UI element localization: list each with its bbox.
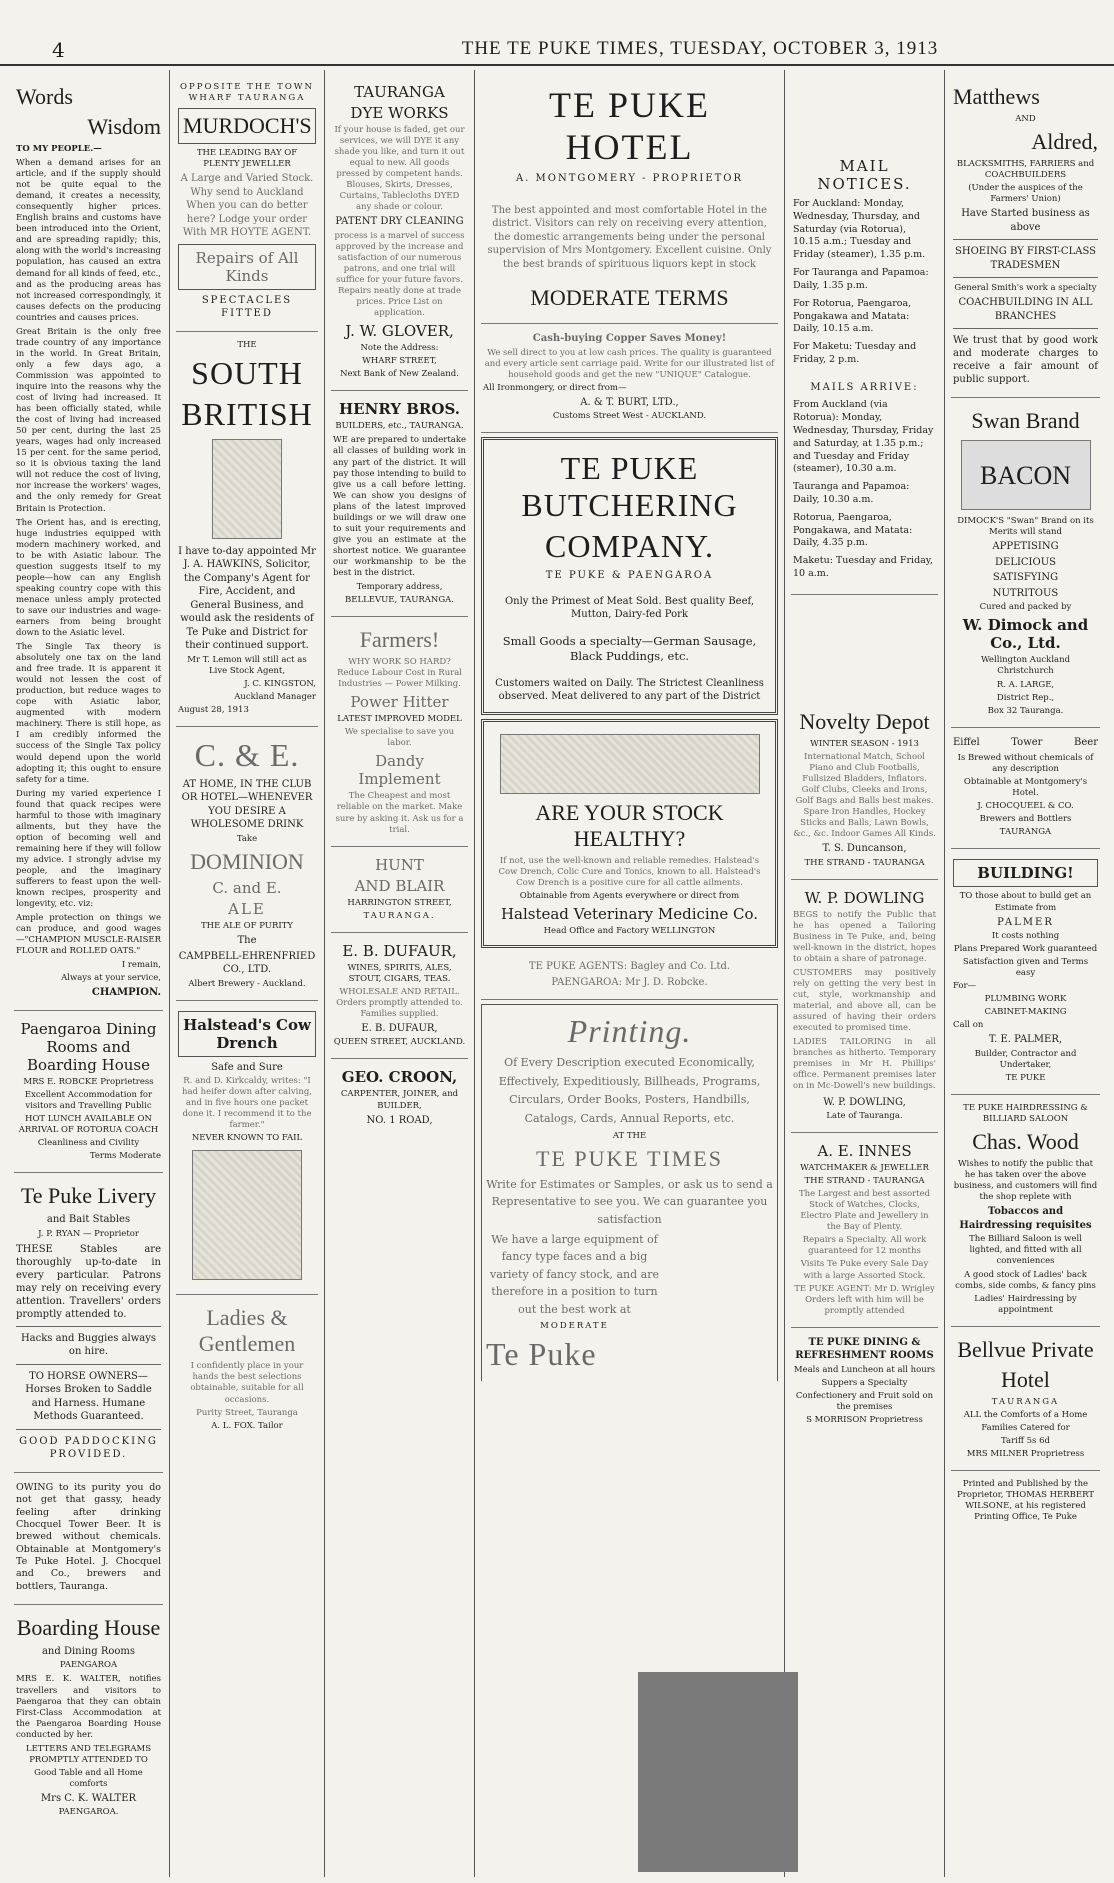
- agents-notice: [481, 952, 778, 1000]
- ad-text: CAMPBELL-EHRENFRIED CO., LTD.: [178, 950, 316, 976]
- ad-text: Take: [236, 833, 258, 844]
- ad-text: Visits Te Puke every Sale Day with a large Assorted Stock.: [800, 1259, 929, 1281]
- column-2: [170, 70, 325, 1877]
- ad-signature: T. S. Duncanson,: [822, 843, 907, 855]
- farmers-milking-ad: [331, 617, 468, 846]
- ad-text: Call on: [953, 1020, 984, 1031]
- ad-address: TAURANGA: [999, 827, 1052, 838]
- swan-brand-bacon-ad: [951, 398, 1100, 727]
- ad-text: Mr T. Lemon will still act as Live Stock Agent,: [187, 654, 307, 676]
- ad-title: HENRY BROS.: [339, 400, 460, 419]
- ad-text: All Ironmongery, or direct from—: [483, 382, 627, 393]
- ad-company: J. CHOCQUEEL & CO.: [977, 801, 1074, 812]
- newspaper-title: THE TE PUKE TIMES, TUESDAY, OCTOBER 3, 1913: [461, 38, 939, 59]
- ad-text: AND: [1015, 114, 1036, 124]
- mail-item: Tauranga and Papamoa: Daily, 10.30 a.m.: [793, 481, 910, 505]
- ad-address: Customs Street West - AUCKLAND.: [552, 411, 707, 422]
- ad-text: THE ALE OF PURITY: [200, 921, 294, 932]
- imprint: [951, 1471, 1100, 1533]
- ad-subtitle: and Dining Rooms: [41, 1645, 136, 1657]
- ad-signature: Auckland Manager: [234, 691, 316, 702]
- ad-text: Repairs a Specialty. All work guaranteed for 12 months: [802, 1235, 927, 1257]
- ad-title: W. P. DOWLING: [804, 888, 925, 907]
- column-5: [785, 70, 945, 1877]
- ad-text: We have a large equipment of fancy type faces and a big variety of fancy stock, and are therefore in a position to turn out the best work at: [490, 1232, 659, 1316]
- murdochs-jeweller-ad: [176, 74, 318, 332]
- ad-title: Novelty Depot: [799, 708, 930, 734]
- ad-title-word: Tower: [1011, 736, 1043, 748]
- ad-title: Aldred,: [1031, 129, 1098, 155]
- ad-title: Printing.: [567, 1013, 692, 1049]
- boarding-house-ad: [14, 1605, 163, 1829]
- ad-text: PAENGAROA: Mr J. D. Robcke.: [551, 976, 708, 988]
- ad-text: International Match, School Piano and Club Footballs, Fullsized Bladders, Inflators. Golf Clubs, Cleeks and Irons, Golf Bags and Balls best makes. Spare Iron Handles, Hockey Sticks and Balls, Lawn Bowls, &c., &c. Indoor Games All Kinds.: [793, 751, 936, 840]
- ad-text: PLUMBING WORK: [984, 994, 1067, 1005]
- ad-quality: NUTRITOUS: [992, 587, 1059, 599]
- ad-text: The Cheapest and most reliable on the market. Make sure by asking it. Ask us for a trial.: [335, 791, 464, 835]
- cattle-horse-illustration: [500, 734, 760, 794]
- ad-title: TE PUKE DINING & REFRESHMENT ROOMS: [795, 1336, 934, 1362]
- ad-text: Plans Prepared Work guaranteed: [953, 944, 1098, 955]
- mail-item: Maketu: Tuesday and Friday, 10 a.m.: [793, 555, 933, 579]
- ad-title: HUNT: [375, 855, 424, 874]
- ad-text: MODERATE TERMS: [530, 285, 729, 310]
- ad-text: WE are prepared to undertake all classes of building work in any part of the district. It will pay those intending to build to give us a call before letting. We can show you designs of plans of the latest improved buildings or we will draw one to suit your requirements and give you an estimate at the shortest notice. We guarantee our workmanship to be the best in the district.: [333, 435, 466, 578]
- ad-proprietor: MRS E. ROBCKE Proprietress: [23, 1076, 154, 1087]
- ad-proprietor: A. MONTGOMERY - PROPRIETOR: [515, 173, 744, 184]
- publisher-imprint: Printed and Published by the Proprietor, THOMAS HERBERT WILSONE, at his registered Printing Office, Te Puke: [956, 1478, 1095, 1523]
- ad-text: We specialise to save you labor.: [344, 727, 455, 749]
- ad-text: Note the Address:: [360, 343, 439, 354]
- ad-title: AND BLAIR: [354, 876, 445, 895]
- insurance-emblem-illustration: [212, 439, 282, 539]
- ad-quality: SATISFYING: [992, 572, 1059, 584]
- ad-text: TE PUKE AGENT: Mr D. Wrigley Orders left with him will be promptly attended: [794, 1283, 935, 1316]
- novelty-depot-ad: [791, 595, 938, 880]
- sign-off: I remain,: [121, 960, 161, 971]
- ad-text: TE PUKE TIMES: [536, 1145, 723, 1171]
- signature: CHAMPION.: [91, 987, 161, 999]
- ad-title: Hotel: [1001, 1366, 1050, 1392]
- mail-item: Rotorua, Paengaroa, Pongakawa, and Matata: Daily, 4.35 p.m.: [793, 511, 913, 549]
- ad-text: Is Brewed without chemicals of any description: [957, 753, 1094, 775]
- ad-text: AT THE: [612, 1130, 647, 1141]
- sign-off: Always at your service,: [61, 973, 161, 984]
- ad-signature: MRS MILNER Proprietress: [966, 1448, 1085, 1459]
- ad-text: MRS E. K. WALTER, notifies travellers and visitors to Paengaroa that they can obtain First-Class Accommodation at the Paengaroa Boarding House conducted by her.: [16, 1674, 161, 1740]
- section-title: MAIL NOTICES.: [817, 157, 912, 193]
- paragraph: Great Britain is the only free trade country of any importance in the world. In Great Britain, only a few days ago, a Commission was appointed to inquire into the reasons why the cost of living had increased. It has been officially stated, while the cost of living had increased 50 per cent, during the last 25 years, wages had only increased 15 per cent. for the same period, so it is obvious taxing the land will not reduce the cost of living, nor increase the workers' wages, and the only remedy for Great Britain is Protection.: [16, 326, 161, 514]
- ad-subtitle: PATENT DRY CLEANING: [335, 216, 464, 228]
- ad-title: COMPANY.: [545, 528, 714, 565]
- ad-text: THE: [237, 339, 257, 350]
- ad-signature: J. W. GLOVER,: [345, 322, 454, 341]
- ad-signature: A. L. FOX. Tailor: [211, 1420, 283, 1431]
- ad-company: W. Dimock and Co., Ltd.: [962, 616, 1089, 653]
- ad-title: Ladies & Gentlemen: [198, 1305, 296, 1357]
- ad-text: A Large and Varied Stock. Why send to Auckland When you can do better here? Lodge your order With MR HOYTE AGENT.: [180, 173, 314, 239]
- wisdom-title: Wisdom: [87, 114, 161, 139]
- paragraph: The Orient has, and is erecting, huge industries equipped with modern machinery worked, and to be with Asiatic labour. The question suggests itself to my people—how can any English speaking country cope with this menace unless amply protected to save our industries and wage-earners from being brought down to the Asiatic level.: [16, 517, 161, 639]
- ce-ale-ad: [176, 727, 318, 1001]
- bacon-pig-illustration: BACON: [961, 440, 1091, 510]
- ad-text: We trust that by good work and moderate charges to receive a fair amount of public support.: [953, 335, 1098, 386]
- stock-healthy-ad: [481, 719, 778, 948]
- paragraph: The Single Tax theory is absolutely one tax on the land and free trade. It is apparent it would not lessen the cost of production, but reduce wages to cope with Asiatic labor, augmented with modern machinery. There is still hope, as I am credibly informed the success of the Single Tax policy would depend upon the world adopting it; this ought to ensure safety for a time.: [16, 642, 161, 785]
- ad-text: BEGS to notify the Public that he has opened a Tailoring Business in Te Puke, and, being well-known in the district, hopes to obtain a share of patronage.: [793, 909, 936, 964]
- ad-title: TAURANGA: [354, 83, 445, 101]
- ad-text: WHOLESALE AND RETAIL. Orders promptly attended to. Families supplied.: [336, 986, 463, 1019]
- paragraph: During my varied experience I found that quack recipes were harmful to those with imaginary ailments, but they have the option of becoming well and remaining here if they will follow my advice. I strongly advise my people, and the imaginary sufferers to feast upon the well-known recipes, prosperity and longevity, etc. viz:: [16, 788, 161, 910]
- ad-text: COACHBUILDING IN ALL BRANCHES: [958, 297, 1093, 322]
- dufaur-wines-ad: [331, 933, 468, 1060]
- words-of-wisdom-article: [14, 74, 163, 1011]
- ad-text: Ladies' Hairdressing by appointment: [974, 1293, 1077, 1315]
- ladies-gentlemen-tailor-ad: [176, 1295, 318, 1441]
- ad-text: Good Table and all Home comforts: [34, 1767, 143, 1789]
- ad-text: GOOD PADDOCKING PROVIDED.: [19, 1435, 158, 1461]
- ad-text: ALE: [228, 900, 266, 919]
- ad-signature: Box 32 Tauranga.: [987, 705, 1064, 716]
- ad-text: Satisfaction given and Terms easy: [962, 957, 1089, 979]
- geo-croon-ad: [331, 1059, 468, 1137]
- ad-title: Farmers!: [359, 627, 440, 653]
- ad-signature: T. E. PALMER,: [988, 1034, 1063, 1046]
- mail-item: For Tauranga and Papamoa: Daily, 1.35 p.m.: [793, 267, 929, 291]
- ad-title: DYE WORKS: [350, 104, 449, 122]
- ad-signature: A. & T. BURT, LTD.,: [580, 396, 679, 408]
- ad-text: WHY WORK SO HARD? Reduce Labour Cost in Rural Industries — Power Milking.: [336, 657, 463, 690]
- ad-title: ARE YOUR STOCK HEALTHY?: [535, 799, 724, 851]
- ad-title: BUILDING!: [953, 859, 1098, 887]
- ad-text: THESE Stables are thoroughly up-to-date in every particular. Patrons may rely on receiving every attention. Travellers' orders promptly attended to.: [16, 1243, 161, 1320]
- ad-company: Halstead Veterinary Medicine Co.: [500, 904, 759, 923]
- ad-title: TE PUKE HAIRDRESSING & BILLIARD SALOON: [963, 1103, 1088, 1125]
- ad-text: The: [237, 935, 257, 947]
- ad-text: OWING to its purity you do not get that gassy, heady feeling after drinking Chocquel Tower Beer. It is brewed without chemicals. Obtainable at Montgomery's Te Puke Hotel. J. Chocquel and Co., brewers and bottlers, Tauranga.: [16, 1481, 161, 1592]
- ad-text: I confidently place in your hands the best selections obtainable, suitable for all occasions.: [190, 1361, 304, 1405]
- ad-text: LADIES TAILORING in all branches as hitherto. Temporary premises in Mr H. Phillips' office. Permanent premises later on in Mc-Dowell's new buildings.: [793, 1037, 936, 1092]
- mail-item: From Auckland (via Rotorua): Monday, Wednesday, Thursday, Friday and Saturday, at 1.35 p.m.; and Tuesday and Friday (steamer), 10.30 a.m.: [793, 399, 934, 475]
- ad-text: Confectionery and Fruit sold on the premises: [795, 1390, 934, 1412]
- ad-text: Cleanliness and Civility: [37, 1138, 140, 1149]
- ad-address: Head Office and Factory WELLINGTON: [543, 925, 716, 936]
- ad-text: The Largest and best assorted Stock of Watches, Clocks, Electro Plate and Jewellery in the Bay of Plenty.: [798, 1189, 931, 1233]
- ad-quality: APPETISING: [992, 541, 1059, 553]
- page-number: 4: [52, 38, 65, 62]
- ad-title: C. & E.: [194, 736, 300, 773]
- ad-text: Repairs of All Kinds: [178, 244, 316, 290]
- ad-quality: DELICIOUS: [995, 556, 1056, 568]
- ad-signature: R. A. LARGE,: [996, 679, 1055, 690]
- ad-text: CABINET-MAKING: [984, 1007, 1067, 1018]
- ad-address: QUEEN STREET, AUCKLAND.: [333, 1037, 466, 1048]
- ad-text: SPECTACLES FITTED: [201, 294, 293, 320]
- ad-text: process is a marvel of success approved by the increase and satisfaction of our numerous patrons, and one trial will suffice for your future favors. Repairs neatly done at trade prices. Price List on application.: [334, 230, 465, 319]
- matthews-aldred-ad: [951, 74, 1100, 398]
- ad-signature: W. P. DOWLING,: [823, 1096, 906, 1108]
- printing-ad: [481, 1004, 778, 1381]
- ad-signature: E. B. DUFAUR,: [361, 1022, 438, 1034]
- butchering-company-ad: [481, 437, 778, 715]
- ad-title: Boarding House: [16, 1614, 161, 1640]
- ad-title: MURDOCH'S: [178, 108, 316, 144]
- mail-item: For Rotorua, Paengaroa, Pongakawa and Matata: Daily, 10.15 a.m.: [793, 297, 912, 335]
- ad-subtitle: WINES, SPIRITS, ALES, STOUT, CIGARS, TEAS.: [347, 962, 452, 984]
- innes-jeweller-ad: [791, 1133, 938, 1328]
- ad-text: Power Hitter: [350, 693, 449, 712]
- ad-text: C. and E.: [212, 879, 282, 898]
- henry-bros-builders-ad: [331, 391, 468, 617]
- ad-address: HARRINGTON STREET,: [347, 897, 452, 908]
- ad-signature: J. C. KINGSTON,: [244, 678, 316, 689]
- ad-title: Matthews: [953, 84, 1040, 109]
- ad-text: Suppers a Specialty: [821, 1377, 908, 1388]
- ad-address: BELLEVUE, TAURANGA.: [345, 595, 454, 606]
- ad-address: Temporary address,: [356, 582, 443, 593]
- ad-subtitle: and Bait Stables: [46, 1214, 131, 1226]
- paragraph: Ample protection on things we can produce, and good wages—"CHAMPION MUSCLE-RAISER FLOUR and ROLLED OATS.": [16, 913, 161, 957]
- ad-place: PAENGAROA.: [58, 1807, 119, 1818]
- ad-text: Only the Primest of Meat Sold. Best quality Beef, Mutton, Dairy-fed Pork: [504, 595, 755, 621]
- ad-address: TAURANGA.: [363, 910, 436, 921]
- ad-text: SHOEING BY FIRST-CLASS TRADESMEN: [955, 246, 1096, 271]
- ad-subtitle: CARPENTER, JOINER, and BUILDER,: [340, 1089, 459, 1111]
- ad-subtitle: WINTER SEASON - 1913: [810, 738, 919, 749]
- redaction-block: [638, 1672, 798, 1872]
- cow-illustration: [192, 1150, 302, 1280]
- ad-text: Dandy Implement: [358, 752, 441, 789]
- ad-title: Swan Brand: [971, 408, 1080, 434]
- ad-name: Chas. Wood: [972, 1129, 1079, 1155]
- ad-text: NEVER KNOWN TO FAIL: [191, 1133, 303, 1144]
- livery-stables-ad: [14, 1173, 163, 1473]
- bellvue-hotel-ad: [951, 1327, 1100, 1471]
- ad-text: DIMOCK'S "Swan" Brand on its Merits will stand: [957, 516, 1094, 538]
- ad-text: Obtainable from Agents everywhere or direct from: [519, 890, 740, 901]
- ad-title: Bellvue Private: [957, 1336, 1094, 1362]
- ad-title: Paengaroa Dining Rooms and Boarding House: [20, 1019, 157, 1074]
- ad-text: DOMINION: [190, 849, 304, 875]
- ad-title: BRITISH: [181, 395, 313, 432]
- ad-address: TE PUKE: [1005, 1073, 1046, 1084]
- column-4: [475, 70, 785, 1877]
- ad-text: Obtainable at Montgomery's Hotel.: [963, 777, 1088, 799]
- te-puke-hotel-ad: [481, 74, 778, 324]
- ad-text: Wishes to notify the public that he has taken over the above business, and customers will find the shop replete with: [953, 1159, 1098, 1203]
- ad-text: If not, use the well-known and reliable remedies. Halstead's Cow Drench, Colic Cure and Tonics, known to all. Halstead's Cow Drench is a positive cure for all cattle ailments.: [498, 855, 761, 888]
- ad-subtitle: BUILDERS, etc., TAURANGA.: [335, 421, 464, 432]
- ad-title: TE PUKE BUTCHERING: [521, 450, 738, 524]
- ad-text: Cured and packed by: [979, 602, 1072, 613]
- ad-subtitle: WATCHMAKER & JEWELLER: [800, 1163, 929, 1174]
- eiffel-tower-beer-ad: [951, 728, 1100, 850]
- ad-text: Excellent Accommodation for visitors and Travelling Public: [24, 1090, 153, 1112]
- column-6: [945, 70, 1106, 1877]
- ad-title-word: Eiffel: [953, 736, 980, 748]
- ad-text: OPPOSITE THE TOWN WHARF TAURANGA: [180, 82, 314, 104]
- ad-text: AT HOME, IN THE CLUB OR HOTEL—WHENEVER YOU DESIRE A WHOLESOME DRINK: [181, 778, 313, 831]
- ad-text: Hacks and Buggies always on hire.: [20, 1332, 157, 1358]
- tauranga-dye-works-ad: [331, 74, 468, 391]
- ad-address: THE STRAND - TAURANGA: [804, 857, 925, 868]
- south-british-ad: [176, 332, 318, 727]
- paengaroa-dining-ad: [14, 1011, 163, 1173]
- ad-subtitle: Safe and Sure: [211, 1061, 283, 1073]
- column-1: [8, 70, 170, 1877]
- salutation: TO MY PEOPLE.—: [16, 144, 102, 154]
- mail-item: For Maketu: Tuesday and Friday, 2 p.m.: [793, 341, 917, 365]
- ad-text: Have Started business as above: [961, 208, 1090, 233]
- ad-text: PALMER: [997, 916, 1054, 928]
- ad-title: TE PUKE HOTEL: [549, 85, 710, 167]
- ad-text: Late of Tauranga.: [826, 1111, 903, 1122]
- ad-address: WHARF STREET,: [362, 356, 437, 367]
- ad-title-word: Beer: [1074, 736, 1098, 748]
- ad-title: A. E. INNES: [817, 1142, 912, 1161]
- words-title: Words: [16, 84, 73, 109]
- ad-text: CUSTOMERS may positively rely on getting the very best in cut, style, workmanship and material, and above all, can be assured of having their orders executed to promised time.: [793, 968, 936, 1034]
- section-title: MAILS ARRIVE:: [810, 381, 919, 393]
- ad-subtitle: THE LEADING BAY OF PLENTY JEWELLER: [196, 148, 298, 170]
- ad-text: Purity Street, Tauranga: [196, 1407, 298, 1418]
- ad-text: TO HORSE OWNERS— Horses Broken to Saddle and Harness. Humane Methods Guaranteed.: [25, 1370, 152, 1423]
- ad-address: NO. 1 ROAD,: [366, 1114, 433, 1126]
- ad-title: Halstead's Cow Drench: [178, 1011, 316, 1057]
- ad-signature: S MORRISON Proprietress: [806, 1414, 923, 1425]
- ad-text: The best appointed and most comfortable Hotel in the district. Visitors can rely on receiving every attention, the domestic arrangements being under the personal supervision of Mrs Montgomery. Excellent cuisine. Only the best brands of spirituous liquors kept in stock: [487, 204, 772, 270]
- ad-text: (Under the auspices of the Farmers' Union): [968, 183, 1083, 205]
- ad-address: TAURANGA: [991, 1396, 1060, 1407]
- ad-signature: Mrs C. K. WALTER: [40, 1792, 137, 1804]
- ad-text: Customers waited on Daily. The Strictest Cleanliness observed. Meat delivered to any part of the District: [495, 677, 764, 703]
- ad-text: Of Every Description executed Economically, Effectively, Expeditiously, Billheads, Programs, Circulars, Order Books, Posters, Handbills, Catalogs, Cards, Annual Reports, etc.: [498, 1056, 761, 1126]
- ad-title: E. B. DUFAUR,: [342, 941, 457, 960]
- ad-footer: Te Puke: [486, 1335, 597, 1372]
- ad-text: MODERATE: [540, 1320, 609, 1331]
- ad-text: The Billiard Saloon is well lighted, and fitted with all conveniences: [969, 1234, 1082, 1267]
- ad-address: Next Bank of New Zealand.: [340, 369, 459, 380]
- burt-copper-ad: [481, 324, 778, 433]
- ad-text: LETTERS AND TELEGRAMS PROMPTLY ATTENDED TO: [25, 1743, 152, 1765]
- ad-text: TO those about to build get an Estimate from: [959, 891, 1092, 913]
- dowling-tailor-ad: [791, 880, 938, 1133]
- ad-title: Cash-buying Copper Saves Money!: [532, 333, 727, 344]
- ad-text: ALL the Comforts of a Home: [963, 1409, 1088, 1420]
- ad-subtitle: BLACKSMITHS, FARRIERS and COACHBUILDERS: [956, 159, 1095, 181]
- ad-company: Brewers and Bottlers: [979, 814, 1072, 825]
- masthead: [0, 0, 1114, 66]
- paragraph: When a demand arises for an article, and if the supply should not be quite equal to the demand, it creates a necessity, consequently higher prices. English brains and customs have been introduced into the Orient, and are spreading rapidly; this, along with the world's increasing population, has caused an extra demand for all kinds of feed, etc., and as the producing areas has not increased correspondingly, it causes defects on the producing countries and causes prices.: [16, 158, 161, 323]
- ad-text: Wellington Auckland Christchurch: [980, 655, 1071, 677]
- ad-text: I have to-day appointed Mr J. A. HAWKINS, Solicitor, the Company's Agent for Fire, Accident, and General Business, and would ask the residents of Te Puke and District for their continued support.: [178, 545, 316, 652]
- ad-text: R. and D. Kirkcaldy, writes: "I had heifer down after calving, and in five hours one packet done it. I recommend it to the farmer.": [182, 1076, 312, 1131]
- ad-place: PAENGAROA: [59, 1660, 118, 1671]
- ad-text: Write for Estimates or Samples, or ask us to send a Representative to see you. We can guarantee you satisfaction: [486, 1177, 773, 1226]
- column-3: [325, 70, 475, 1877]
- ad-text: For—: [953, 981, 977, 992]
- ad-address: THE STRAND - TAURANGA: [804, 1176, 925, 1187]
- ad-date: August 28, 1913: [178, 704, 249, 715]
- ad-text: Albert Brewery - Auckland.: [188, 978, 306, 989]
- ad-signature: Builder, Contractor and Undertaker,: [974, 1048, 1077, 1070]
- ad-text: Tariff 5s 6d: [1001, 1435, 1050, 1446]
- mail-item: For Auckland: Monday, Wednesday, Thursday, and Saturday (via Rotorua), 10.15 a.m.; Tuesday and Friday (steamer), 1.35 p.m.: [793, 198, 926, 261]
- hairdressing-saloon-ad: [951, 1095, 1100, 1327]
- ad-text: If your house is faded, get our services, we will DYE it any shade you like, and turn it out equal to new. All goods pressed by competent hands. Blouses, Skirts, Dresses, Curtains, Tablecloths DYED any shade or colour.: [334, 125, 465, 213]
- ad-text: LATEST IMPROVED MODEL: [337, 714, 462, 725]
- ad-text: HOT LUNCH AVAILABLE ON ARRIVAL OF ROTORUA COACH: [18, 1114, 159, 1136]
- ad-text: It costs nothing: [991, 931, 1060, 942]
- hunt-and-blair-ad: [331, 847, 468, 933]
- halsteads-cow-drench-ad: [176, 1001, 318, 1296]
- ad-title-row: [953, 734, 1098, 752]
- ad-text: Small Goods a specialty—German Sausage, Black Puddings, etc.: [502, 633, 757, 664]
- ad-text: General Smith's work a specialty: [954, 283, 1097, 294]
- ad-signature: District Rep.,: [996, 692, 1055, 703]
- ad-text: Meals and Luncheon at all hours: [793, 1364, 936, 1375]
- ad-text: TE PUKE AGENTS: Bagley and Co. Ltd.: [528, 961, 731, 972]
- ad-places: TE PUKE & PAENGAROA: [545, 570, 714, 582]
- ad-text: Terms Moderate: [89, 1151, 161, 1162]
- mail-notices: [791, 74, 938, 595]
- ad-text: Families Catered for: [981, 1422, 1070, 1433]
- ad-title: SOUTH: [191, 354, 303, 391]
- ad-text: A good stock of Ladies' back combs, side combs, & fancy pins: [955, 1269, 1096, 1291]
- ad-proprietor: J. P. RYAN — Proprietor: [38, 1228, 139, 1239]
- ad-title: GEO. CROON,: [341, 1068, 458, 1087]
- ad-text: We sell direct to you at low cash prices. The quality is guaranteed and every article sent carriage paid. Write for our illustrated list of household goods and get the new "UNIQUE" Catalogue.: [484, 347, 775, 380]
- ad-title: Te Puke Livery: [20, 1183, 157, 1209]
- ad-text: Tobaccos and Hairdressing requisites: [959, 1206, 1092, 1231]
- palmer-building-ad: [951, 849, 1100, 1095]
- tower-beer-ad: [14, 1473, 163, 1605]
- dining-rooms-ad: [791, 1328, 938, 1436]
